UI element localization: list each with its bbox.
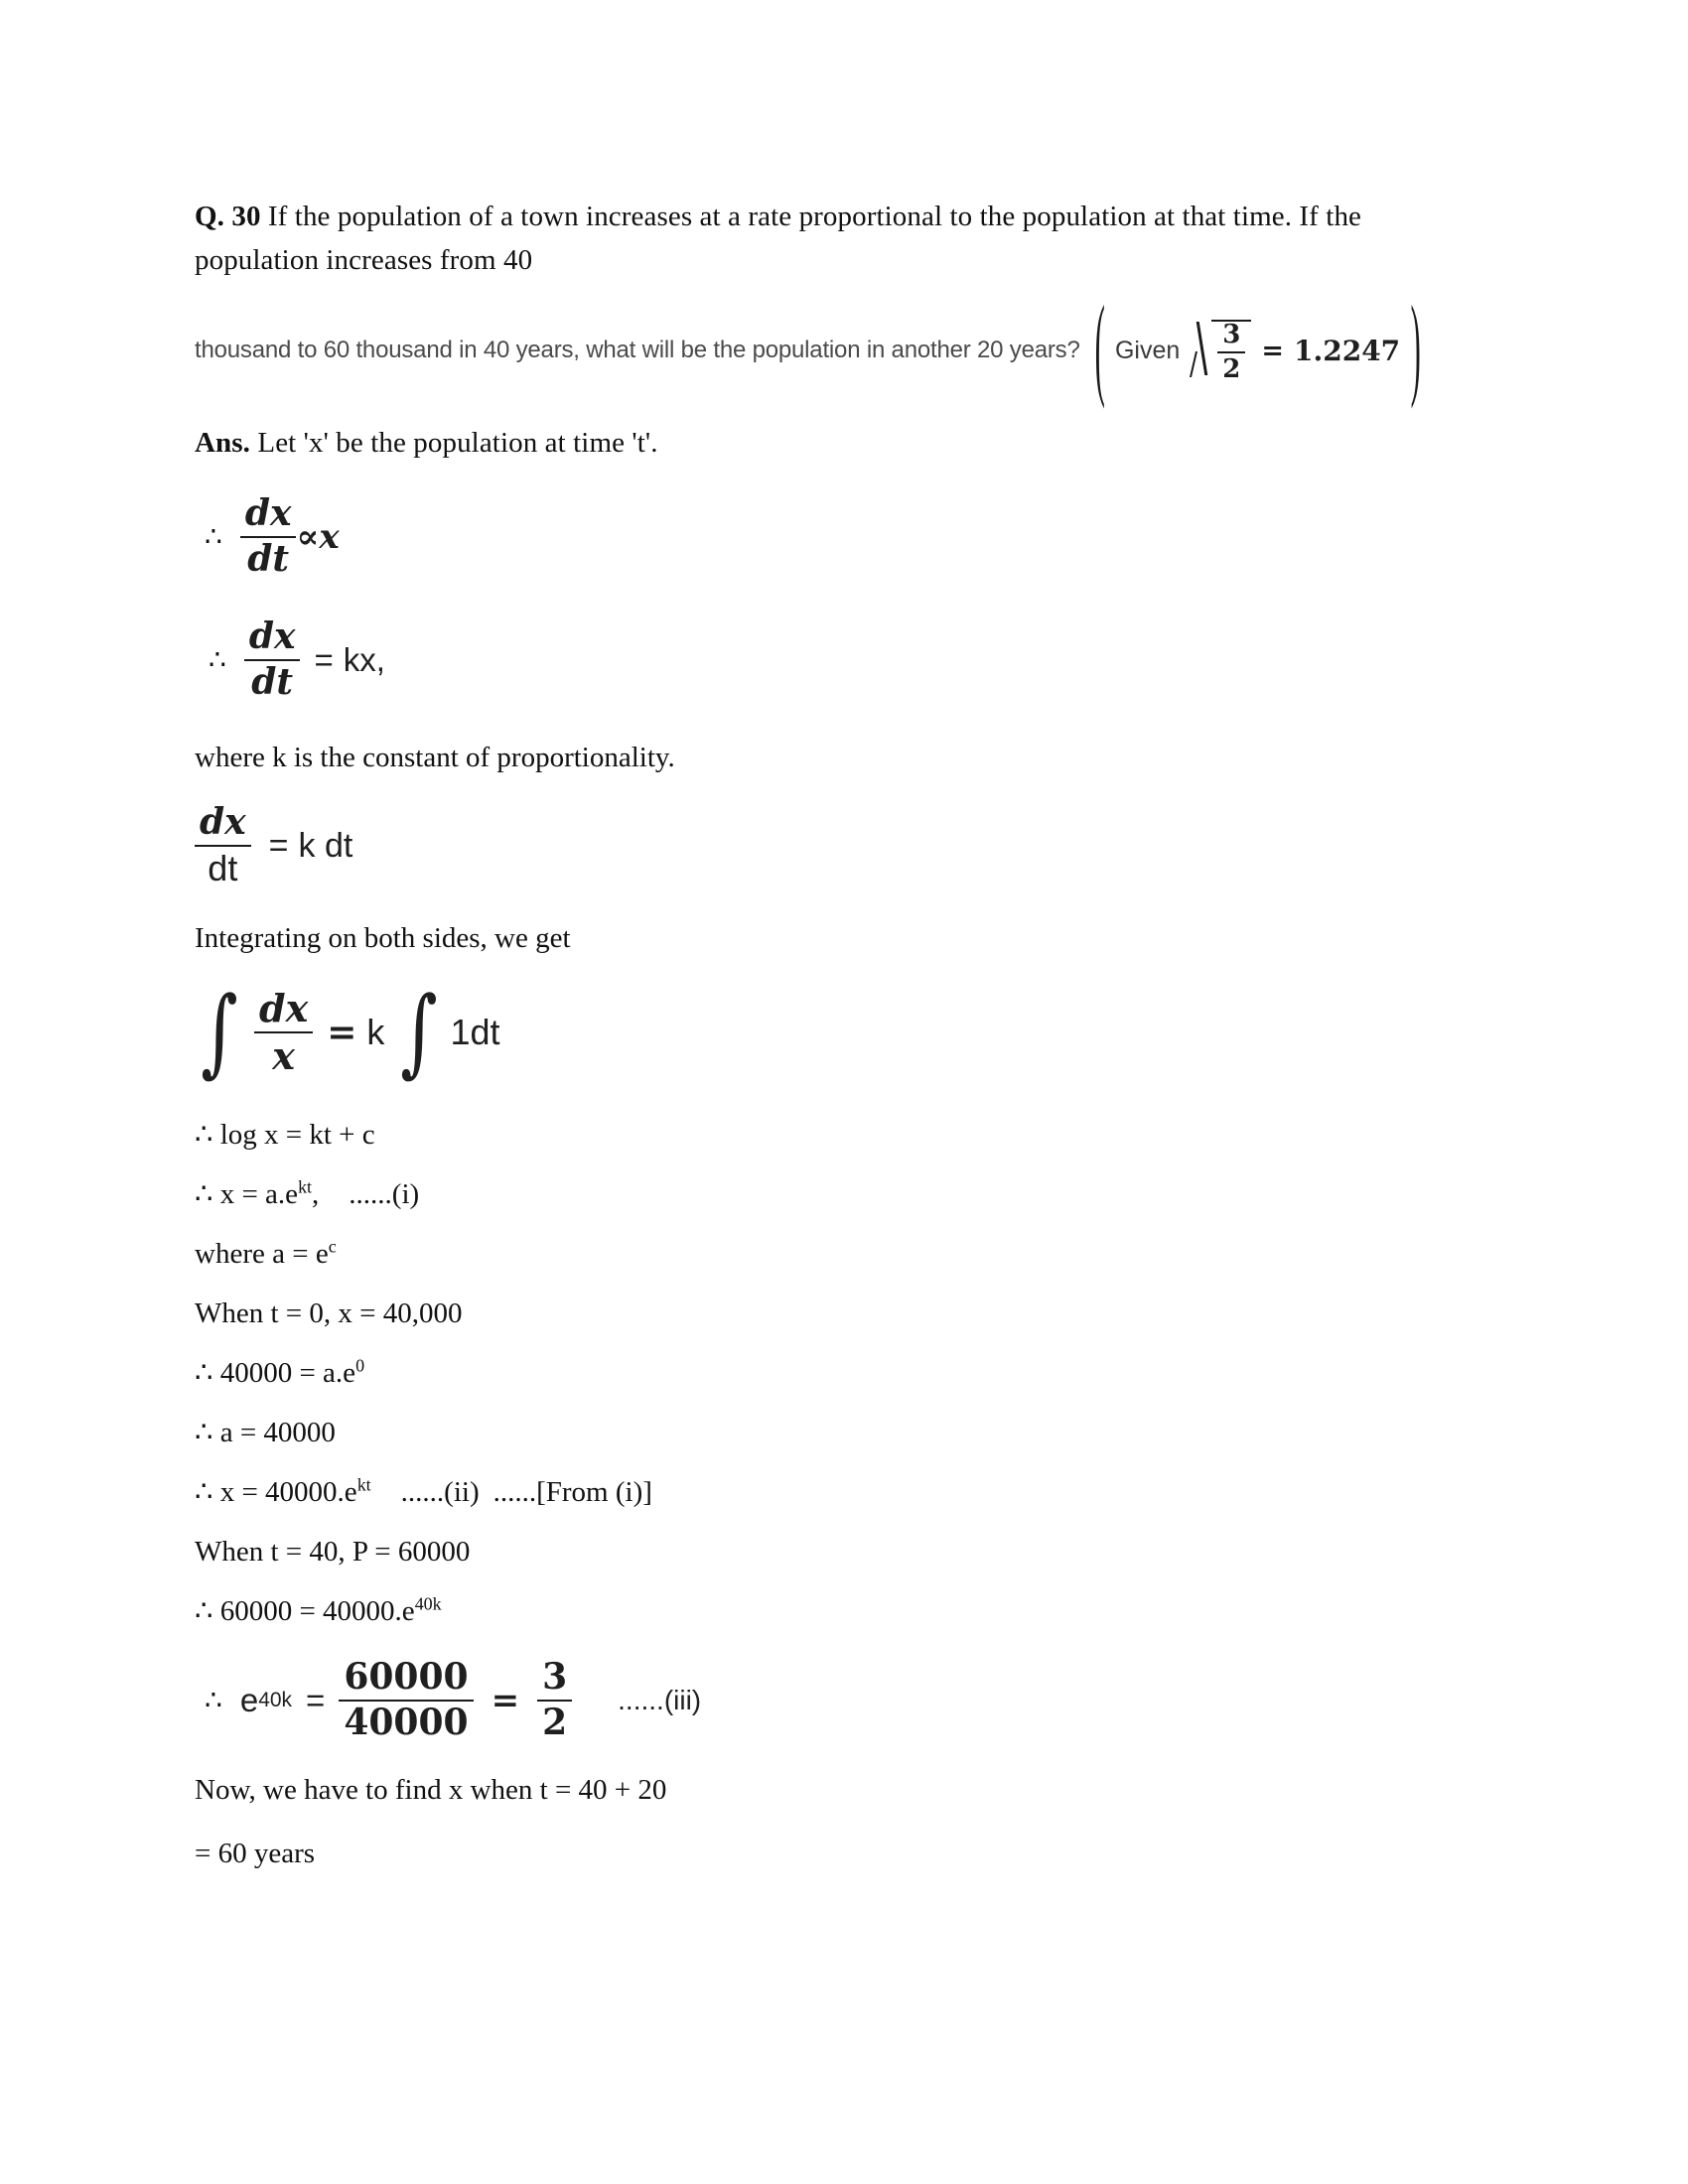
x-aekt-text: ∴ x = a.e <box>195 1178 299 1210</box>
x-40000ekt-text: ∴ x = 40000.e <box>195 1476 357 1508</box>
line-log-equation: ∴ log x = kt + c <box>195 1119 375 1151</box>
therefore-symbol: ∴ <box>205 522 222 553</box>
reference-ii: ......(ii) <box>400 1476 480 1508</box>
sqrt-group <box>1190 319 1251 385</box>
exponent-kt: kt <box>298 1176 313 1197</box>
fraction-numerator: 60000 <box>344 1656 469 1699</box>
dx-dt-fraction <box>240 492 297 581</box>
fraction-denominator: 40000 <box>344 1702 469 1744</box>
line-60000-text: ∴ 60000 = 40000.e <box>195 1595 415 1627</box>
question-continuation-text: thousand to 60 thousand in 40 years, what will be the population in another 20 years? <box>195 337 1080 363</box>
equation-dxdt-kx <box>209 606 1476 715</box>
answer-line <box>195 421 1476 465</box>
constant-k: k <box>366 1012 385 1052</box>
one-dt-term: 1dt <box>450 1012 500 1052</box>
proportional-symbol: ∝ <box>296 517 320 557</box>
equals-sign-1: = <box>306 1682 326 1718</box>
equation-separated <box>195 792 1476 899</box>
line-where-a <box>195 1237 1476 1271</box>
dx-dt-fraction <box>244 615 301 704</box>
therefore-symbol: ∴ <box>205 1686 222 1716</box>
paren-open: ( <box>1094 286 1105 412</box>
given-value: 1.2247 <box>1294 334 1401 367</box>
given-label: Given <box>1114 336 1181 364</box>
given-fraction <box>1217 319 1245 385</box>
answer-label: Ans. <box>195 427 251 459</box>
given-equals-sign: = <box>1261 335 1284 366</box>
fraction-3-2 <box>537 1656 572 1744</box>
fraction-numerator: dx <box>200 801 246 844</box>
question-continuation-row <box>195 286 1476 412</box>
line-when-t-zero: When t = 0, x = 40,000 <box>195 1297 463 1329</box>
k-dt-term: k dt <box>298 826 353 865</box>
equation-integral <box>195 973 1476 1092</box>
sqrt-radicand <box>1211 319 1251 385</box>
fraction-numerator: dx <box>259 986 309 1031</box>
given-fraction-bar <box>1217 351 1245 354</box>
fraction-numerator: dx <box>248 615 296 658</box>
answer-intro: Let 'x' be the population at time 't'. <box>257 427 658 459</box>
line-40000-equals <box>195 1356 1476 1390</box>
integral-sign-left: ∫ <box>201 976 238 1088</box>
fraction-denominator: dt <box>247 538 290 581</box>
exponent-kt: kt <box>356 1474 371 1495</box>
therefore-symbol: ∴ <box>209 645 226 676</box>
base-e: e <box>239 1682 259 1718</box>
question-paragraph <box>195 195 1464 282</box>
exponent-zero: 0 <box>355 1355 365 1376</box>
line-60-years: = 60 years <box>195 1838 316 1869</box>
integral-sign-right: ∫ <box>400 976 439 1088</box>
given-expression <box>1094 286 1422 412</box>
fraction-numerator: dx <box>244 492 292 535</box>
line-60000-equals <box>195 1594 1476 1628</box>
line-x-equals-40000ekt <box>195 1475 1476 1509</box>
equation-e40k: ∴ e 40k = $\frac{60000}{40000}$ = $\frac{3}{2}$ ......(iii) <box>205 1656 702 1744</box>
fraction-denominator: dt <box>208 848 238 889</box>
line-40000-text: ∴ 40000 = a.e <box>195 1357 356 1389</box>
fraction-bar <box>195 845 251 848</box>
reference-from-i: ......[From (i)] <box>492 1476 652 1508</box>
given-fraction-denominator: 2 <box>1222 354 1241 385</box>
line-a-equals-40000: ∴ a = 40000 <box>195 1417 336 1448</box>
dx-over-x-fraction <box>254 986 313 1079</box>
equals-sign: = <box>327 1012 357 1053</box>
where-a-text: where a = e <box>195 1238 329 1270</box>
variable-x: x <box>319 517 340 557</box>
document-content <box>195 195 1476 1870</box>
line-x-equals-aekt <box>195 1177 1476 1211</box>
radical-icon <box>1190 320 1211 381</box>
line-constant-of-proportionality: where k is the constant of proportionality. <box>195 742 675 773</box>
fraction-denominator: dt <box>251 661 294 704</box>
equation-proportional <box>205 482 1476 592</box>
given-fraction-numerator: 3 <box>1222 319 1241 349</box>
line-integrating: Integrating on both sides, we get <box>195 922 571 954</box>
paren-close: ) <box>1410 286 1421 412</box>
kx-term: kx, <box>343 641 385 678</box>
question-label: Q. 30 <box>195 201 261 232</box>
reference-iii: ......(iii) <box>618 1685 702 1715</box>
line-now-find-x: Now, we have to find x when t = 40 + 20 <box>195 1774 667 1806</box>
fraction-denominator: x <box>272 1033 295 1079</box>
fraction-60000-40000 <box>339 1656 473 1744</box>
dx-dt-fraction <box>195 801 251 889</box>
line-when-t-forty: When t = 40, P = 60000 <box>195 1536 471 1568</box>
x-aekt-comma: , <box>312 1178 320 1210</box>
question-text-line2: time. If the population increases from 40 <box>195 201 1362 276</box>
fraction-denominator: 2 <box>542 1702 568 1744</box>
equals-sign: = <box>268 826 289 865</box>
exponent-40k: 40k <box>414 1593 442 1614</box>
reference-i: ......(i) <box>349 1178 420 1210</box>
exponent-c: c <box>328 1236 337 1257</box>
question-text-line1: If the population of a town increases at a rate proportional to the population at that <box>267 201 1226 232</box>
equals-sign: = <box>314 641 334 678</box>
fraction-numerator: 3 <box>542 1656 568 1699</box>
equals-sign-2: = <box>491 1681 520 1720</box>
